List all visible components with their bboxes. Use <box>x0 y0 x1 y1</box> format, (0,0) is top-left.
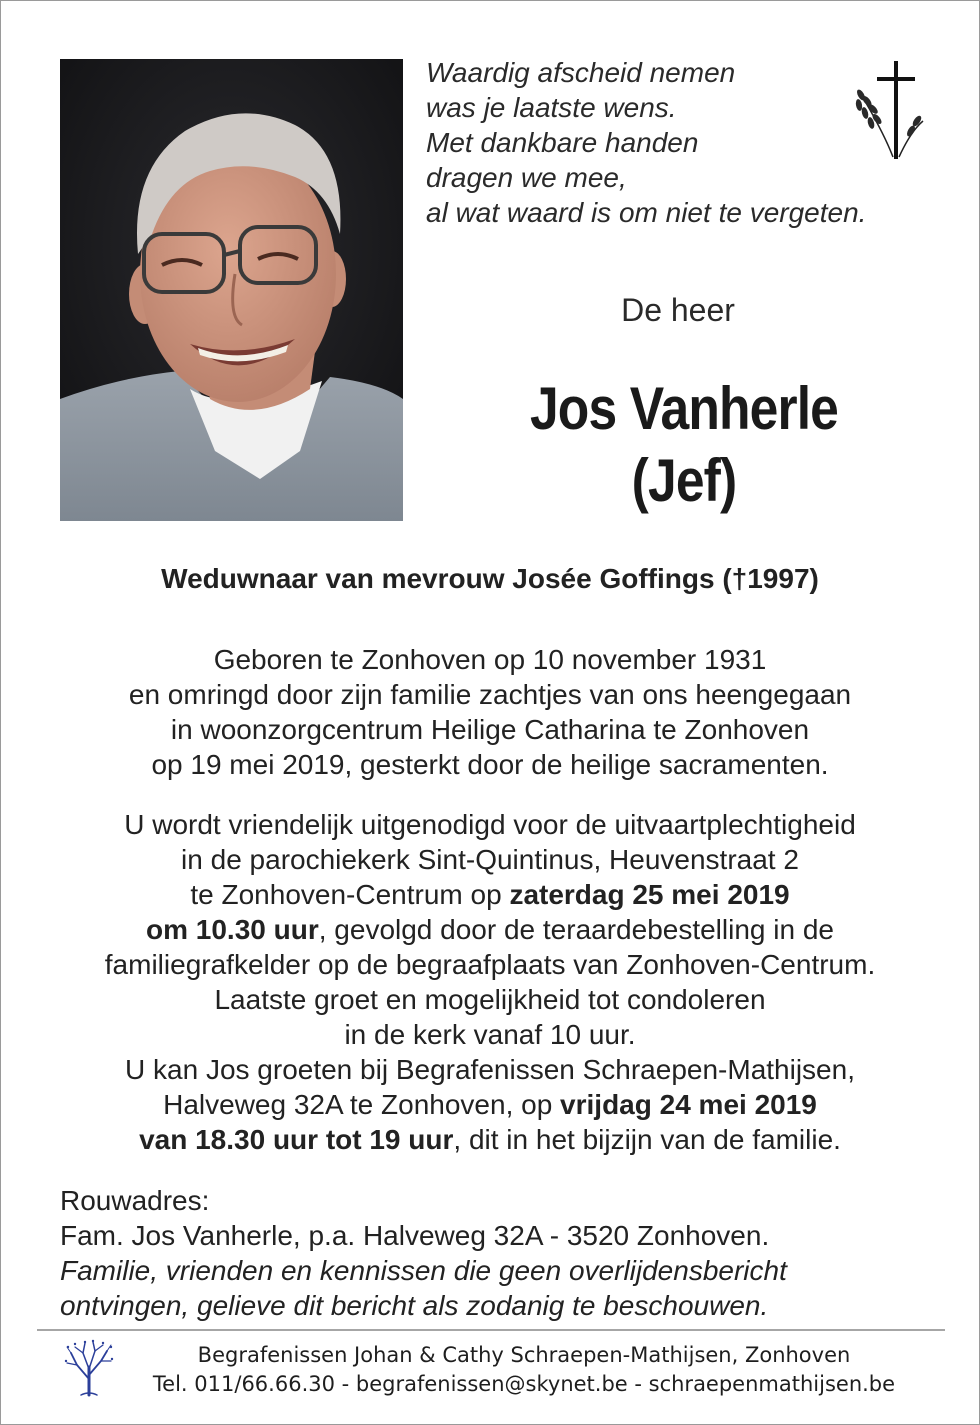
visitation-date: vrijdag 24 mei 2019 <box>560 1089 817 1120</box>
paragraph-line <box>1 877 979 912</box>
paragraph-line <box>1 1087 979 1122</box>
footer-divider <box>37 1329 945 1331</box>
paragraph-line: U kan Jos groeten bij Begrafenissen Schraepen-Mathijsen, <box>125 1054 855 1085</box>
salutation: De heer <box>621 292 735 328</box>
paragraph-line: en omringd door zijn familie zachtjes van ons heengegaan <box>128 679 852 710</box>
poem-line: was je laatste wens. <box>426 92 677 123</box>
paragraph-line: in de kerk vanaf 10 uur. <box>344 1019 636 1050</box>
paragraph-text: Halveweg 32A te Zonhoven, op <box>163 1089 561 1120</box>
paragraph-line: familiegrafkelder op de begraafplaats van Zonhoven-Centrum. <box>104 949 876 980</box>
paragraph-line: op 19 mei 2019, gesterkt door de heilige sacramenten. <box>151 749 829 780</box>
paragraph-text: te Zonhoven-Centrum op <box>190 879 510 910</box>
poem-line: Waardig afscheid nemen <box>426 57 736 88</box>
funeral-home-name: Begrafenissen Johan & Cathy Schraepen-Mathijsen, Zonhoven <box>197 1343 851 1367</box>
funeral-home-contact: Tel. 011/66.66.30 - begrafenissen@skynet.be - schraepenmathijsen.be <box>152 1372 896 1396</box>
birth-death-paragraph <box>1 642 979 782</box>
funeral-date: zaterdag 25 mei 2019 <box>509 879 790 910</box>
address-label: Rouwadres: <box>60 1185 210 1216</box>
visitation-time: van 18.30 uur tot 19 uur <box>139 1124 454 1155</box>
poem-line: Met dankbare handen <box>426 127 699 158</box>
paragraph-line <box>1 1122 979 1157</box>
paragraph-line: U wordt vriendelijk uitgenodigd voor de uitvaartplechtigheid <box>124 809 856 840</box>
tree-logo-icon <box>63 1339 115 1397</box>
notice-line: Familie, vrienden en kennissen die geen overlijdensbericht <box>60 1255 787 1286</box>
cross-with-wheat-icon <box>853 61 931 161</box>
paragraph-line: Laatste groet en mogelijkheid tot condoleren <box>214 984 766 1015</box>
funeral-paragraph <box>1 807 979 1157</box>
widower-line: Weduwnaar van mevrouw Josée Goffings (†1997) <box>161 563 819 594</box>
address-line: Fam. Jos Vanherle, p.a. Halveweg 32A - 3520 Zonhoven. <box>60 1220 770 1251</box>
paragraph-line: in de parochiekerk Sint-Quintinus, Heuvenstraat 2 <box>181 844 799 875</box>
poem-line: dragen we mee, <box>426 162 627 193</box>
paragraph-line <box>1 912 979 947</box>
notice-line: ontvingen, gelieve dit bericht als zodanig te beschouwen. <box>60 1290 769 1321</box>
mourning-address <box>60 1183 940 1323</box>
nickname-line: (Jef) <box>631 447 737 514</box>
paragraph-text: , dit in het bijzijn van de familie. <box>453 1124 841 1155</box>
funeral-home-footer <box>119 1341 929 1399</box>
poem-line: al wat waard is om niet te vergeten. <box>426 197 867 228</box>
paragraph-line: Geboren te Zonhoven op 10 november 1931 <box>213 644 767 675</box>
name-line: Jos Vanherle <box>529 375 839 442</box>
paragraph-line: in woonzorgcentrum Heilige Catharina te Zonhoven <box>170 714 810 745</box>
funeral-time: om 10.30 uur <box>146 914 319 945</box>
portrait-photo <box>60 59 403 521</box>
paragraph-text: , gevolgd door de teraardebestelling in de <box>318 914 834 945</box>
deceased-name <box>501 373 867 517</box>
